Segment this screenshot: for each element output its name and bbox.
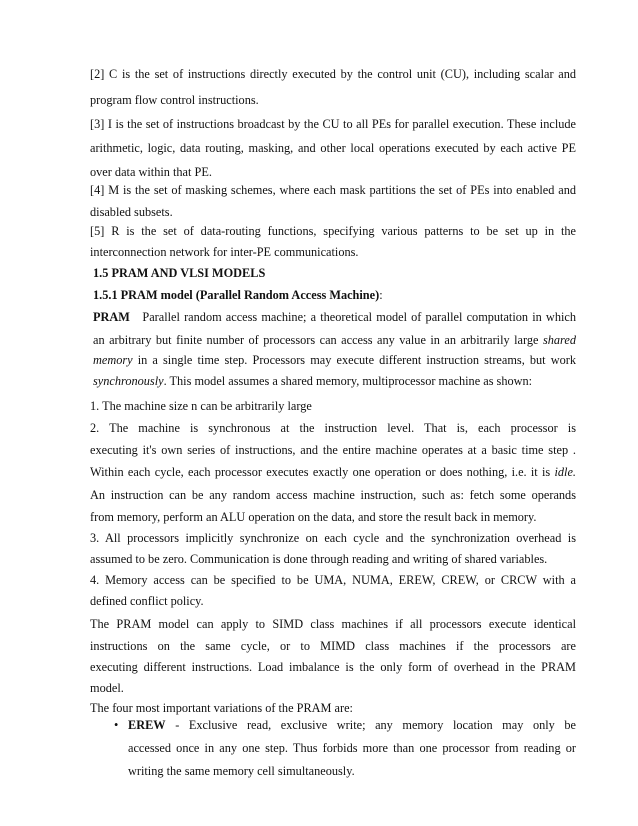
item-4-line-2: disabled subsets. [90, 205, 173, 219]
point-4-line-2: defined conflict policy. [90, 594, 204, 608]
pram-para-line-3: memory in a single time step. Processors may execute different instruction streams, but work [93, 353, 576, 367]
variations-intro: The four most important variations of the PRAM are: [90, 701, 353, 715]
simd-para-line-2: instructions on the same cycle, or to MIMD class machines if the processors are [90, 639, 576, 653]
item-4-line-1: [4] M is the set of masking schemes, where each mask partitions the set of PEs into enabled and [90, 183, 576, 197]
point-1: 1. The machine size n can be arbitrarily large [90, 399, 312, 413]
bullet-erew-line-3: writing the same memory cell simultaneously. [128, 764, 355, 778]
item-3-line-3: over data within that PE. [90, 165, 212, 179]
pram-para-line-4: synchronously. This model assumes a shared memory, multiprocessor machine as shown: [93, 374, 533, 388]
point-2-line-1: 2. The machine is synchronous at the instruction level. That is, each processor is [90, 421, 576, 435]
item-5-line-1: [5] R is the set of data-routing functions, specifying various patterns to be set up in the [90, 224, 576, 238]
bullet-erew-line-2: accessed once in any one step. Thus forbids more than one processor from reading or [128, 741, 576, 755]
point-2-line-4: An instruction can be any random access machine instruction, such as: fetch some operands [90, 488, 576, 502]
point-3-line-1: 3. All processors implicitly synchronize on each cycle and the synchronization overhead is [90, 531, 576, 545]
simd-para-line-1: The PRAM model can apply to SIMD class machines if all processors execute identical [90, 617, 576, 631]
point-2-line-5: from memory, perform an ALU operation on the data, and store the result back in memory. [90, 510, 537, 524]
item-5-line-2: interconnection network for inter-PE communications. [90, 245, 359, 259]
item-2-line-2: program flow control instructions. [90, 93, 259, 107]
simd-para-line-4: model. [90, 681, 124, 695]
point-2-line-2: executing it's own series of instructions, and the entire machine operates at a basic time step . [90, 443, 576, 457]
item-3-line-2: arithmetic, logic, data routing, masking, and other local operations executed by each active PE [90, 141, 576, 155]
point-3-line-2: assumed to be zero. Communication is done through reading and writing of shared variables. [90, 552, 548, 566]
pram-para-line-1: PRAM Parallel random access machine; a theoretical model of parallel computation in which [93, 310, 576, 324]
item-2-line-1: [2] C is the set of instructions directly executed by the control unit (CU), including scalar and [90, 67, 576, 81]
pram-para-line-2: an arbitrary but finite number of processors can access any value in an arbitrarily large shared [93, 333, 576, 347]
point-2-line-3: Within each cycle, each processor executes exactly one operation or does nothing, i.e. it is idle. [90, 465, 576, 479]
subsection-heading: 1.5.1 PRAM model (Parallel Random Access Machine): [93, 288, 383, 302]
bullet-symbol: • [114, 718, 119, 732]
section-heading: 1.5 PRAM AND VLSI MODELS [93, 266, 266, 280]
point-4-line-1: 4. Memory access can be specified to be UMA, NUMA, EREW, CREW, or CRCW with a [90, 573, 576, 587]
item-3-line-1: [3] I is the set of instructions broadcast by the CU to all PEs for parallel execution. These include [90, 117, 576, 131]
simd-para-line-3: executing different instructions. Load imbalance is the only form of overhead in the PRAM [90, 660, 576, 674]
bullet-erew-line-1: EREW - Exclusive read, exclusive write; any memory location may only be [128, 718, 576, 732]
